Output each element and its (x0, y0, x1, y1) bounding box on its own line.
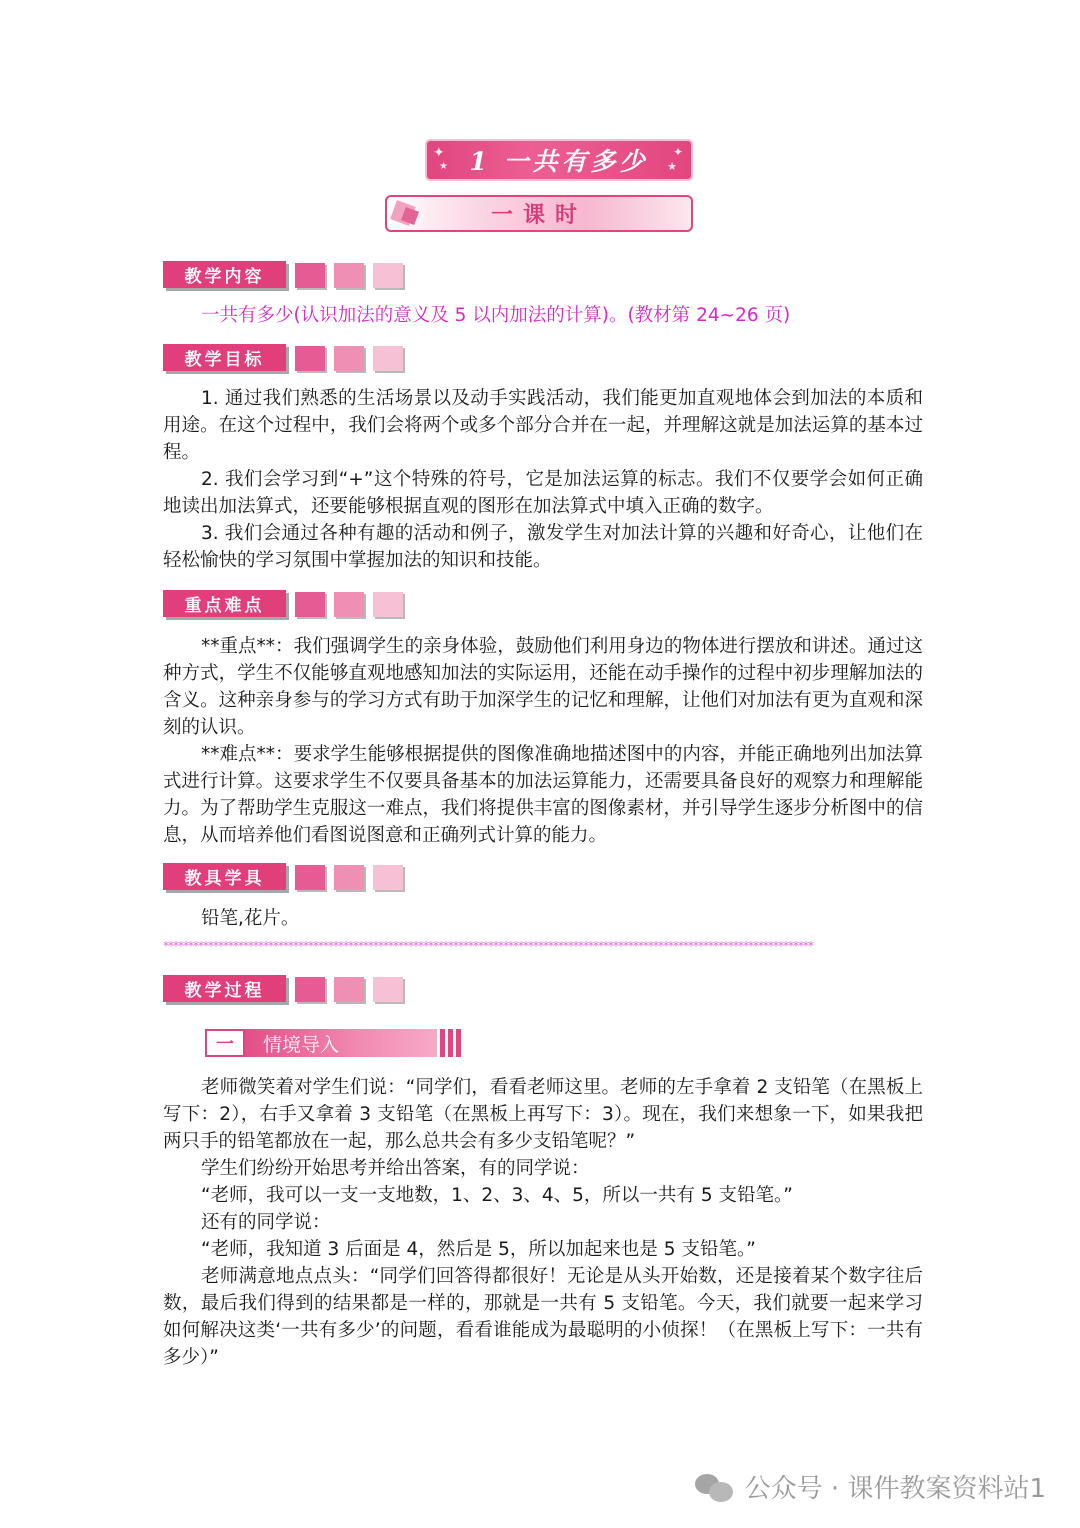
star-divider: ********************************************************************************************************************************** (163, 940, 813, 952)
process-paragraph: 还有的同学说： (201, 1212, 331, 1233)
title-banner (427, 141, 691, 179)
process-paragraph: 老师满意地点点头：“同学们回答得都很好！无论是从头开始数，还是接着某个数字往后数，最后我们得到的结果都是一样的，那就是一共有 5 支铅笔。今天，我们就要一起来学习如何解决这类‘一共有多少’的问题，看看谁能成为最聪明的小侦探！（在黑板上写下：一共有多少）” (163, 1266, 923, 1368)
subheading (205, 1029, 461, 1057)
decoration (373, 865, 403, 890)
decoration (448, 1029, 453, 1057)
watermark (695, 1468, 1046, 1505)
lesson-label: 一课时 (490, 203, 587, 228)
process-paragraph: “老师，我可以一支一支地数，1、2、3、4、5，所以一共有 5 支铅笔。” (201, 1185, 793, 1206)
decoration (334, 346, 364, 371)
decoration (295, 346, 325, 371)
process-paragraph: “老师，我知道 3 后面是 4，然后是 5，所以加起来也是 5 支铅笔。” (201, 1239, 756, 1260)
decoration (373, 263, 403, 288)
section-label: 重点难点 (163, 590, 286, 617)
decoration (373, 977, 403, 1002)
decoration (295, 977, 325, 1002)
section-label: 教学目标 (163, 344, 286, 371)
decoration (334, 592, 364, 617)
key-point-item: **重点**：我们强调学生的亲身体验，鼓励他们利用身边的物体进行摆放和讲述。通过这种方式，学生不仅能够直观地感知加法的实际运用，还能在动手操作的过程中初步理解加法的含义。这种亲身参与的学习方式有助于加深学生的记忆和理解，让他们对加法有更为直观和深刻的认识。 (163, 636, 923, 738)
goal-item: 1. 通过我们熟悉的生活场景以及动手实践活动，我们能更加直观地体会到加法的本质和用途。在这个过程中，我们会将两个或多个部分合并在一起，并理解这就是加法运算的基本过程。 (163, 388, 923, 463)
subheading-number: 一 (205, 1029, 245, 1057)
section-label: 教学内容 (163, 261, 286, 288)
section-header-key-points (163, 587, 403, 617)
decoration (334, 263, 364, 288)
star-icon: ★ (439, 161, 448, 172)
difficulty-item: **难点**：要求学生能够根据提供的图像准确地描述图中的内容，并能正确地列出加法算式进行计算。这要求学生不仅要具备基本的加法运算能力，还需要具备良好的观察力和理解能力。为了帮助学生克服这一难点，我们将提供丰富的图像素材，并引导学生逐步分析图中的信息，从而培养他们看图说图意和正确列式计算的能力。 (163, 744, 923, 846)
decoration (373, 346, 403, 371)
section-label: 教具学具 (163, 863, 286, 890)
section-header-process (163, 972, 403, 1002)
goal-item: 2. 我们会学习到“+”这个特殊的符号，它是加法运算的标志。我们不仅要学会如何正确地读出加法算式，还要能够根据直观的图形在加法算式中填入正确的数字。 (163, 469, 923, 517)
process-paragraph: 学生们纷纷开始思考并给出答案，有的同学说： (201, 1158, 590, 1179)
decoration (373, 592, 403, 617)
star-icon: ✦ (672, 145, 683, 159)
decoration (334, 865, 364, 890)
decoration (295, 592, 325, 617)
goal-item: 3. 我们会通过各种有趣的活动和例子，激发学生对加法计算的兴趣和好奇心，让他们在轻松愉快的学习氛围中掌握加法的知识和技能。 (163, 523, 923, 571)
section-header-goals (163, 341, 403, 371)
decoration (295, 865, 325, 890)
lesson-box (385, 195, 693, 232)
section-header-content (163, 258, 403, 288)
tools-text: 铅笔,花片。 (201, 908, 300, 929)
decoration (440, 1029, 445, 1057)
page-title: 1 一共有多少 (469, 147, 649, 176)
watermark-text: 公众号 · 课件教案资料站1 (744, 1474, 1046, 1504)
section-label: 教学过程 (163, 975, 286, 1002)
wechat-icon (695, 1472, 735, 1502)
decoration (456, 1029, 461, 1057)
process-paragraph: 老师微笑着对学生们说：“同学们，看看老师这里。老师的左手拿着 2 支铅笔（在黑板上写下：2），右手又拿着 3 支铅笔（在黑板上再写下：3）。现在，我们来想象一下，如果我把两只手的铅笔都放在一起，那么总共会有多少支铅笔呢？” (163, 1077, 923, 1152)
decoration (334, 977, 364, 1002)
section-header-tools (163, 860, 403, 890)
subheading-label: 情境导入 (245, 1029, 437, 1057)
content-text: 一共有多少(认识加法的意义及 5 以内加法的计算)。(教材第 24~26 页) (201, 305, 791, 326)
star-icon: ✦ (433, 145, 445, 161)
star-icon: ★ (667, 160, 677, 173)
decoration (295, 263, 325, 288)
